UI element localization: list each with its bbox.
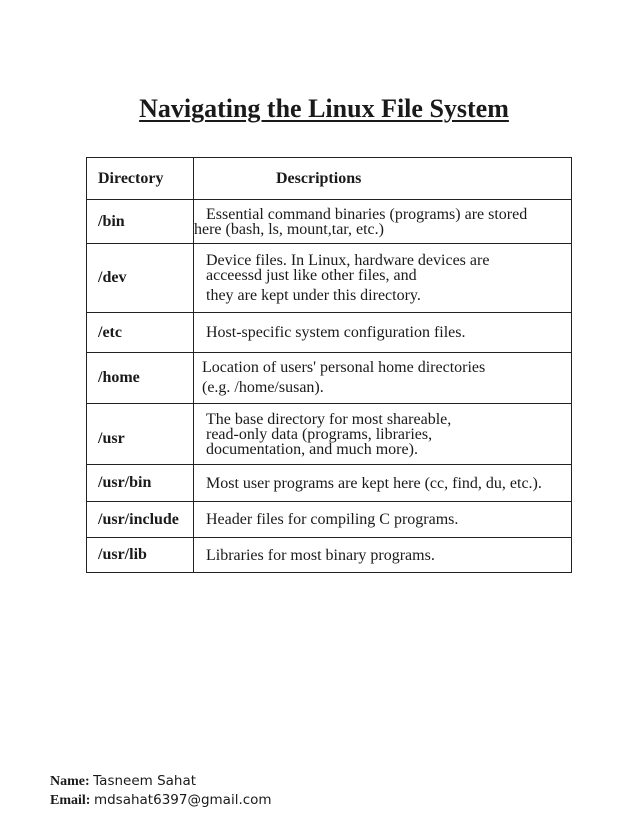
description-line: Essential command binaries (programs) are stored: [206, 205, 528, 223]
table-row: [87, 313, 572, 353]
directory-cell: /home: [87, 353, 194, 404]
description-line: Host-specific system configuration files.: [206, 324, 466, 341]
author-email: [50, 792, 272, 809]
description-line: read-only data (programs, libraries,: [206, 425, 433, 443]
column-header-descriptions: Descriptions: [194, 158, 572, 200]
description-cell: [194, 200, 572, 244]
email-value: mdsahat6397@gmail.com: [93, 792, 272, 808]
directory-cell: /usr/include: [87, 502, 194, 538]
table-row: [87, 244, 572, 313]
directory-cell: /usr/bin: [87, 465, 194, 502]
description-cell: [194, 538, 572, 573]
directory-table: [86, 157, 572, 573]
table-row: [87, 502, 572, 538]
description-line: The base directory for most shareable,: [206, 410, 452, 428]
description-line: Location of users' personal home directories: [202, 359, 486, 376]
description-cell: [194, 313, 572, 353]
table-row: [87, 465, 572, 502]
description-line: Header files for compiling C programs.: [206, 511, 459, 528]
description-line: Libraries for most binary programs.: [206, 546, 435, 564]
description-cell: [194, 404, 572, 465]
description-line: Device files. In Linux, hardware devices are: [206, 252, 490, 269]
name-label: Name:: [50, 774, 90, 789]
directory-cell: /bin: [87, 200, 194, 244]
description-cell: [194, 465, 572, 502]
table-row: [87, 538, 572, 573]
table-row: [87, 200, 572, 244]
description-line: here (bash, ls, mount,tar, etc.): [194, 220, 384, 238]
description-line: they are kept under this directory.: [206, 287, 421, 304]
description-line: (e.g. /home/susan).: [202, 379, 324, 396]
directory-cell: /etc: [87, 313, 194, 353]
description-line: documentation, and much more).: [206, 440, 418, 458]
description-line: acceessd just like other files, and: [206, 267, 417, 284]
table-row: [87, 353, 572, 404]
directory-cell: /usr/lib: [87, 538, 194, 573]
description-cell: [194, 244, 572, 313]
description-line: Most user programs are kept here (cc, find, du, etc.).: [206, 474, 542, 492]
page-title: Navigating the Linux File System: [139, 94, 509, 123]
column-header-directory: Directory: [87, 158, 194, 200]
description-cell: [194, 353, 572, 404]
description-cell: [194, 502, 572, 538]
table-row: [87, 404, 572, 465]
table-header-row: [87, 158, 572, 200]
name-value: Tasneem Sahat: [93, 773, 197, 789]
directory-cell: /usr: [87, 404, 194, 465]
directory-cell: /dev: [87, 244, 194, 313]
email-label: Email:: [50, 793, 91, 808]
author-name: [50, 773, 196, 790]
